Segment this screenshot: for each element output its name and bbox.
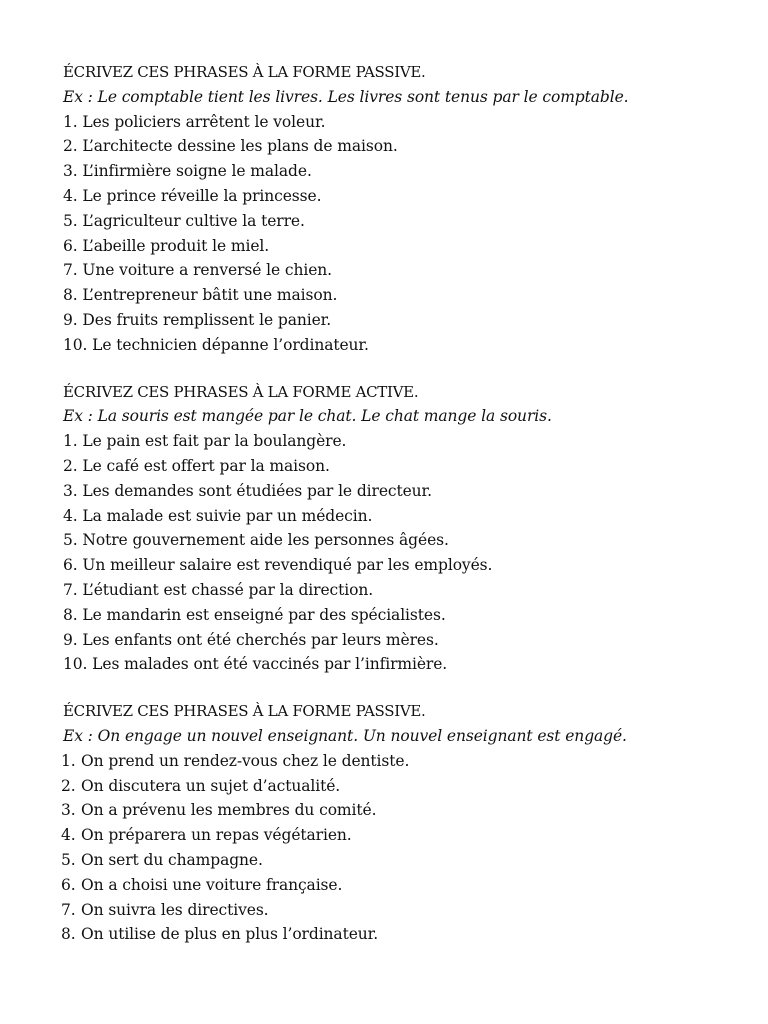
list-item-text: On préparera un repas végétarien. xyxy=(81,826,352,845)
list-item-number: 1. xyxy=(61,751,76,770)
exercise-section-3 xyxy=(63,699,743,947)
list-item: 1. Les policiers arrêtent le voleur. xyxy=(63,112,326,131)
list-item-number: 4. xyxy=(61,826,76,845)
list-item: 4. La malade est suivie par un médecin. xyxy=(63,506,373,525)
list-item: 7. Une voiture a renversé le chien. xyxy=(63,261,333,280)
list-item xyxy=(63,798,743,823)
exercise-section-2 xyxy=(63,380,743,678)
worksheet-page xyxy=(63,60,743,969)
list-item-number: 3. xyxy=(61,801,76,820)
list-item: 1. Le pain est fait par la boulangère. xyxy=(63,432,347,451)
list-item-number: 7. xyxy=(61,900,76,919)
list-item-text: On a prévenu les membres du comité. xyxy=(81,801,377,820)
list-item-text: On discutera un sujet d’actualité. xyxy=(81,776,341,795)
list-item xyxy=(63,749,743,774)
list-item: 6. Un meilleur salaire est revendiqué par les employés. xyxy=(63,556,493,575)
list-item-number: 2. xyxy=(61,776,76,795)
list-item: 3. Les demandes sont étudiées par le directeur. xyxy=(63,481,432,500)
list-item-number: 8. xyxy=(61,925,76,944)
list-item xyxy=(63,873,743,898)
list-item-text: On prend un rendez-vous chez le dentiste. xyxy=(81,751,410,770)
section-heading: ÉCRIVEZ CES PHRASES À LA FORME PASSIVE. xyxy=(63,63,426,81)
list-item: 5. L’agriculteur cultive la terre. xyxy=(63,211,305,230)
exercise-section-1 xyxy=(63,60,743,358)
list-item-text: On a choisi une voiture française. xyxy=(81,875,343,894)
list-item-number: 6. xyxy=(61,875,76,894)
example-sentence: Ex : La souris est mangée par le chat. Le chat mange la souris. xyxy=(63,407,552,426)
list-item-number: 5. xyxy=(61,850,76,869)
list-item: 9. Les enfants ont été cherchés par leurs mères. xyxy=(63,630,439,649)
section-heading: ÉCRIVEZ CES PHRASES À LA FORME ACTIVE. xyxy=(63,382,419,401)
list-item xyxy=(63,774,743,799)
list-item: 10. Le technicien dépanne l’ordinateur. xyxy=(63,335,369,354)
list-item: 7. L’étudiant est chassé par la direction. xyxy=(63,580,374,599)
list-item xyxy=(63,898,743,923)
list-item: 2. L’architecte dessine les plans de maison. xyxy=(63,137,398,156)
list-item: 5. Notre gouvernement aide les personnes âgées. xyxy=(63,531,449,550)
list-item xyxy=(63,848,743,873)
list-item: 8. Le mandarin est enseigné par des spécialistes. xyxy=(63,605,446,624)
list-item xyxy=(63,922,743,947)
example-sentence: Ex : Le comptable tient les livres. Les livres sont tenus par le comptable. xyxy=(63,87,629,106)
list-item: 3. L’infirmière soigne le malade. xyxy=(63,162,312,181)
list-item: 8. L’entrepreneur bâtit une maison. xyxy=(63,286,338,305)
list-item: 4. Le prince réveille la princesse. xyxy=(63,186,322,205)
list-item: 9. Des fruits remplissent le panier. xyxy=(63,310,332,329)
list-item: 10. Les malades ont été vaccinés par l’infirmière. xyxy=(63,655,448,674)
list-item-text: On sert du champagne. xyxy=(81,850,263,869)
list-item-text: On utilise de plus en plus l’ordinateur. xyxy=(81,925,379,944)
list-item: 6. L’abeille produit le miel. xyxy=(63,236,270,255)
list-item: 2. Le café est offert par la maison. xyxy=(63,456,330,475)
section-heading: ÉCRIVEZ CES PHRASES À LA FORME PASSIVE. xyxy=(63,702,426,721)
example-sentence: Ex : On engage un nouvel enseignant. Un nouvel enseignant est engagé. xyxy=(63,726,627,745)
list-item xyxy=(63,823,743,848)
list-item-text: On suivra les directives. xyxy=(81,900,269,919)
